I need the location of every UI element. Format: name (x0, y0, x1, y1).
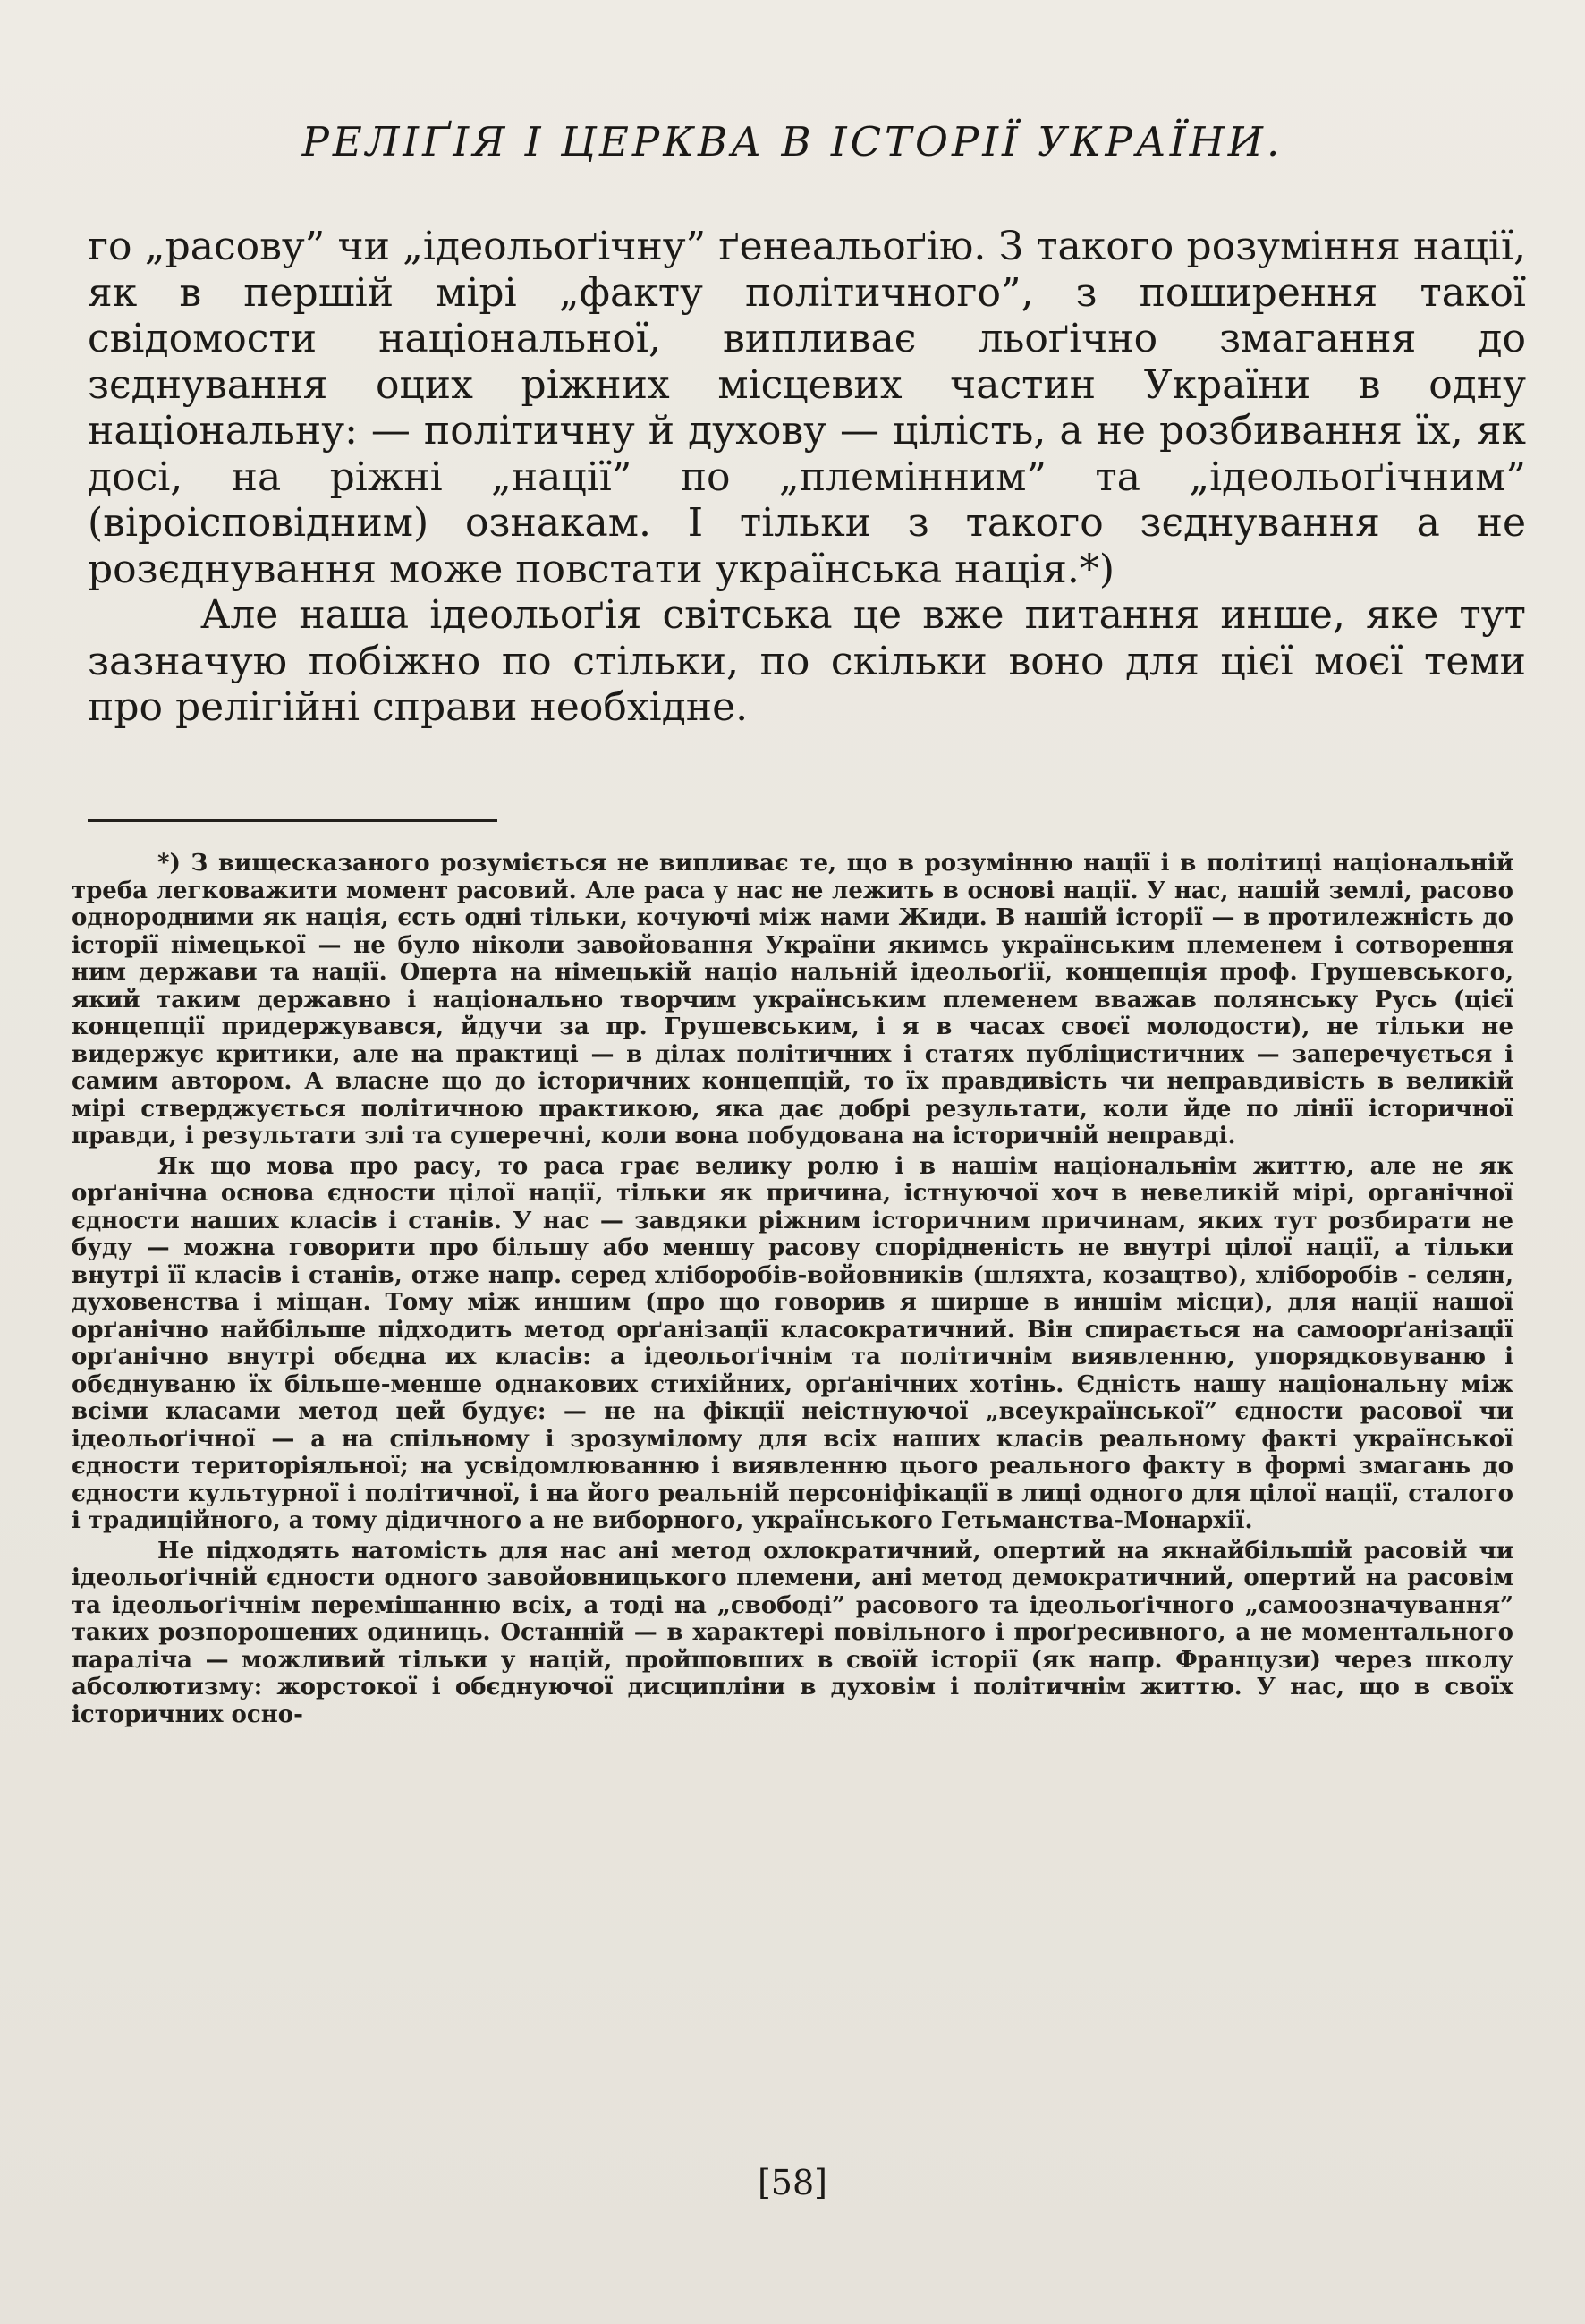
footnote-paragraph-2: Як що мова про расу, то раса грає велику ролю і в нашім національнім життю, але не як орґанічна основа єдности цілої нації, тільки як причина, істнуючої хоч в невеликій мірі, органічної єдности наших класів і станів. У нас — завдяки ріжним історичним причинам, яких тут розбирати не буду — можна говорити про більшу або меншу расову спорідненість не внутрі цілої нації, а тільки внутрі її класів і станів, отже напр. серед хліборобів-войовників (шляхта, козацтво), хліборобів - селян, духовенства і міщан. Тому між иншим (про що говорив я ширше в иншім місци), для нації нашої орґанічно найбільше підходить метод орґанізації класократичний. Він спирається на самоорґанізації орґанічно внутрі обєдна их класів: а ідеольоґічнім та політичнім виявленню, упорядковуваню і обєднуваню їх більше-менше однакових стихійних, орґанічних хотінь. Єдність нашу національну між всіми класами метод цей будує: — не на фікції неістнуючої „всеукраїнської” єдности расової чи ідеольоґічної — а на спільному і зрозумілому для всіх наших класів реальному факті української єдности територіяльної; на усвідомлюванню і виявленню цього реального факту в формі змагань до єдности культурної і політичної, і на його реальній персоніфікації в лиці одного для цілої нації, сталого і традиційного, а тому дідичного а не виборного, українського Гетьманства-Монархії. (72, 1152, 1513, 1534)
running-head: РЕЛІҐІЯ І ЦЕРКВА В ІСТОРІЇ УКРАЇНИ. (301, 118, 1284, 165)
footnote-paragraph-3: Не підходять натомість для нас ані метод охлократичний, опертий на якнайбільшій расовій чи ідеольоґічній єдности одного завойовницького племени, ані метод демократичний, опертий на расовім та ідеольоґічнім перемішанню всіх, а тоді на „свободі” расового та ідеольоґічного „самоозначування” таких розпорошених одиниць. Останній — в характері повільного і проґресивного, а не моментального параліча — можливий тільки у націй, пройшовших в своїй історії (як напр. Французи) через школу абсолютизму: жорстокої і обєднуючої дисципліни в духовім і політичнім життю. У нас, що в своїх історичних осно- (72, 1537, 1513, 1728)
footnotes (72, 850, 1513, 1731)
main-text (88, 224, 1526, 731)
footnote-separator (88, 819, 497, 822)
main-paragraph-2: Але наша ідеольоґія світська це вже питання инше, яке тут зазначую побіжно по стільки, по скільки воно для цієї моєї теми про релігійні справи необхідне. (88, 592, 1526, 730)
page-number: [58] (757, 2163, 827, 2202)
main-paragraph-1: го „расову” чи „ідеольоґічну” ґенеальоґію. З такого розуміння нації, як в першій мірі „факту політичного”, з поширення такої свідомости національної, випливає льоґічно змагання до зєднування оцих ріжних місцевих частин України в одну національну: — політичну й духову — цілість, а не розбивання їх, як досі, на ріжні „нації” по „племінним” та „ідеольоґічним” (віроісповідним) ознакам. І тільки з такого зєднування а не розєднування може повстати українська нація.*) (88, 224, 1526, 592)
footnote-paragraph-1: *) З вищесказаного розуміється не випливає те, що в розумінню нації і в політиці національній треба легковажити момент расовий. Але раса у нас не лежить в основі нації. У нас, нашій землі, расово однородними як нація, єсть одні тільки, кочуючі між нами Жиди. В нашій історії — в протилежність до історії німецької — не було ніколи завойовання України якимсь українським племенем і сотворення ним держави та нації. Оперта на німецькій націо нальній ідеольоґії, концепція проф. Грушевського, який таким державно і національно творчим українським племенем вважав полянську Русь (цієї концепції придержувався, йдучи за пр. Грушевським, і я в часах своєї молодости), не тільки не видержує критики, але на практиці — в ділах політичних і статях публіцистичних — заперечується і самим автором. А власне що до історичних концепцій, то їх правдивість чи неправдивість в великій мірі стверджується політичною практикою, яка дає добрі результати, коли йде по лінії історичної правди, і результати злі та суперечні, коли вона побудована на історичній неправді. (72, 850, 1513, 1149)
